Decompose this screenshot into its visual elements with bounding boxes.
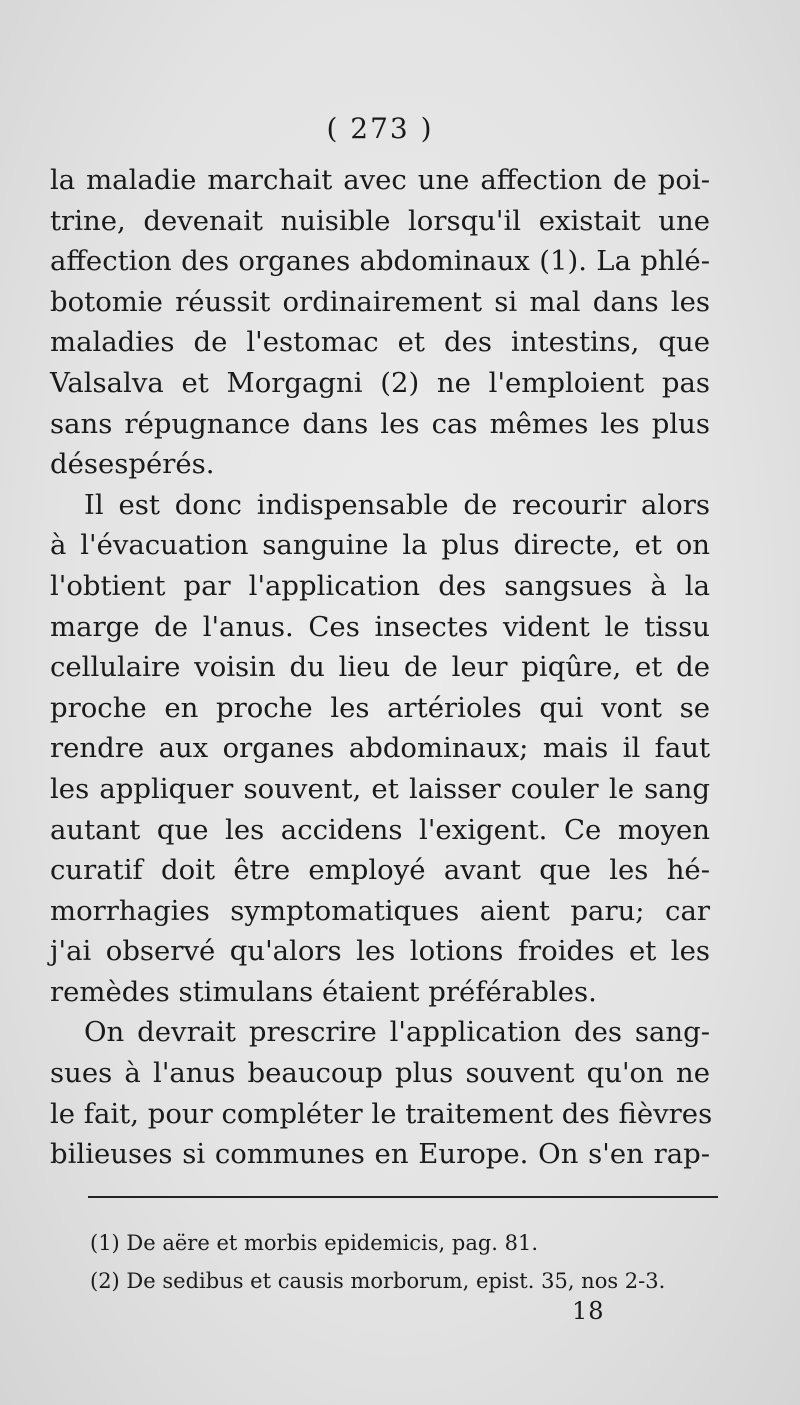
- page-number: ( 273 ): [326, 112, 434, 145]
- text-line: trine, devenait nuisible lorsqu'il existait une: [50, 204, 710, 237]
- text-line: à l'évacuation sanguine la plus directe, et on: [50, 529, 710, 562]
- text-line: proche en proche les artérioles qui vont se: [50, 691, 710, 724]
- text-line: autant que les accidens l'exigent. Ce moyen: [50, 813, 710, 846]
- body-text: [50, 160, 713, 1175]
- text-line: On devrait prescrire l'application des sang-: [84, 1016, 710, 1049]
- footnote: (2) De sedibus et causis morborum, epist. 35, nos 2-3.: [90, 1269, 666, 1293]
- text-line: marge de l'anus. Ces insectes vident le tissu: [50, 610, 710, 643]
- text-line: Valsalva et Morgagni (2) ne l'emploient pas: [50, 366, 710, 399]
- text-line: la maladie marchait avec une affection de poi-: [50, 164, 710, 196]
- footnotes: [90, 1224, 730, 1300]
- text-line: morrhagies symptomatiques aient paru; car: [50, 894, 710, 927]
- signature-mark: 18: [572, 1297, 605, 1325]
- text-line: maladies de l'estomac et des intestins, que: [50, 326, 710, 359]
- text-line: l'obtient par l'application des sangsues à la: [50, 569, 710, 602]
- text-line: sues à l'anus beaucoup plus souvent qu'on ne: [50, 1057, 710, 1090]
- text-line: bilieuses si communes en Europe. On s'en rap-: [50, 1138, 710, 1171]
- text-line: le fait, pour compléter le traitement des fièvres: [50, 1097, 713, 1130]
- text-line: botomie réussit ordinairement si mal dans les: [50, 285, 710, 318]
- text-line: remèdes stimulans étaient préférables.: [50, 975, 597, 1008]
- text-line: curatif doit être employé avant que les hé-: [50, 854, 710, 887]
- text-line: désespérés.: [50, 448, 215, 481]
- text-line: les appliquer souvent, et laisser couler le sang: [50, 772, 710, 805]
- text-line: sans répugnance dans les cas mêmes les plus: [50, 407, 710, 440]
- footnote: (1) De aëre et morbis epidemicis, pag. 81.: [90, 1231, 539, 1255]
- text-line: affection des organes abdominaux (1). La phlé-: [50, 245, 710, 278]
- text-line: Il est donc indispensable de recourir alors: [84, 488, 710, 521]
- text-line: rendre aux organes abdominaux; mais il faut: [50, 732, 710, 765]
- text-line: cellulaire voisin du lieu de leur piqûre, et de: [50, 651, 710, 684]
- footnote-divider: [88, 1196, 718, 1198]
- text-line: j'ai observé qu'alors les lotions froides et les: [50, 935, 710, 968]
